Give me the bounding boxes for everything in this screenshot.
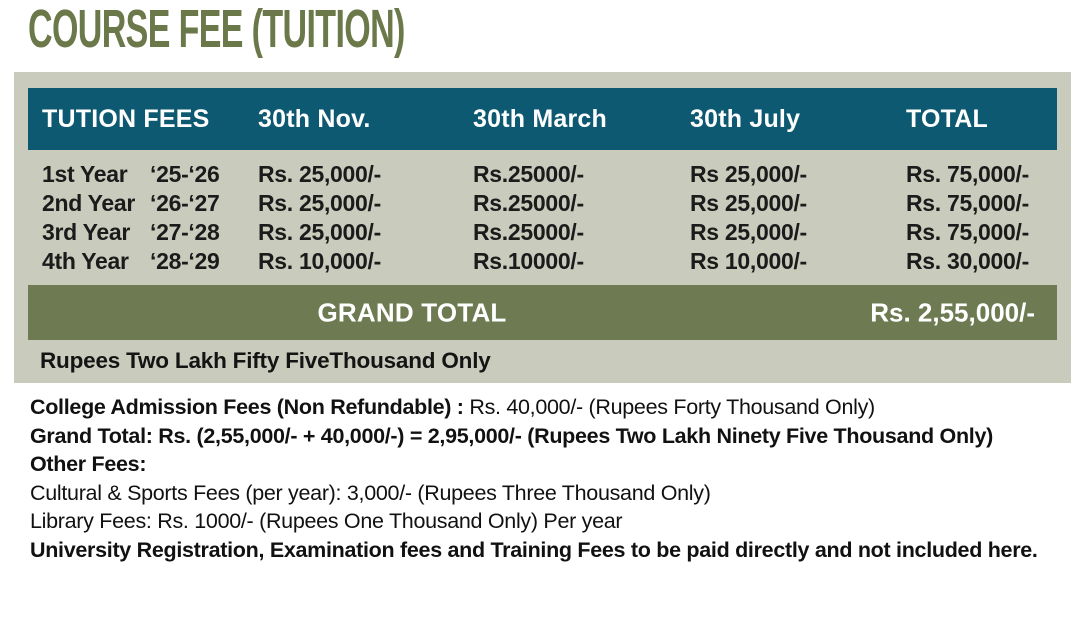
fee-july: Rs 25,000/- [690,219,807,245]
note-bold-text: Other Fees: [30,452,147,477]
year-cell [42,190,258,217]
note-admission-fee [30,393,1070,422]
fee-march: Rs.25000/- [473,219,584,245]
table-row-4th-year [28,247,1057,276]
year-range: ‘27-‘28 [150,219,220,245]
note-cultural-sports-fees [30,479,1070,508]
col-header-30th-july: 30th July [690,104,801,133]
fee-nov: Rs. 25,000/- [258,161,381,187]
fee-march: Rs.10000/- [473,248,584,274]
table-row-1st-year [28,160,1057,189]
fee-total: Rs. 75,000/- [906,219,1029,245]
note-other-fees-heading [30,450,1070,479]
note-regular-text: Rs. 40,000/- (Rupees Forty Thousand Only) [463,395,875,419]
fee-march: Rs.25000/- [473,161,584,187]
note-bold-text: Grand Total: Rs. (2,55,000/- + 40,000/-) = 2,95,000/- (Rupees Two Lakh Ninety Five Thousand Only) [30,423,993,448]
table-row-3rd-year [28,218,1057,247]
amount-in-words: Rupees Two Lakh Fifty FiveThousand Only [40,348,491,373]
note-bold-text: University Registration, Examination fees and Training Fees to be paid directly and not included here. [30,537,1038,562]
notes-section [30,393,1070,565]
year-label: 2nd Year [42,190,136,216]
fee-nov: Rs. 25,000/- [258,190,381,216]
fee-july: Rs 10,000/- [690,248,807,274]
fee-total: Rs. 75,000/- [906,190,1029,216]
note-grand-total [30,422,1070,451]
note-bold-text: College Admission Fees (Non Refundable) : [30,395,464,419]
fee-table-panel [14,72,1071,383]
year-cell [42,161,258,188]
fee-total: Rs. 75,000/- [906,161,1029,187]
year-range: ‘26-‘27 [150,190,220,216]
grand-total-label: GRAND TOTAL [317,297,507,327]
col-header-30th-nov: 30th Nov. [258,104,371,133]
fee-nov: Rs. 25,000/- [258,219,381,245]
note-regular-text: Library Fees: Rs. 1000/- (Rupees One Thousand Only) Per year [30,509,623,534]
table-header-row [28,88,1057,150]
grand-total-row [28,285,1057,340]
table-row-2nd-year [28,189,1057,218]
grand-total-value: Rs. 2,55,000/- [870,297,1035,327]
year-label: 3rd Year [42,219,130,245]
col-header-30th-march: 30th March [473,104,607,133]
table-body [28,150,1057,285]
note-university-fees [30,536,1070,565]
year-cell [42,248,258,275]
col-header-tuition-fees: TUTION FEES [42,104,210,133]
year-range: ‘28-‘29 [150,248,220,274]
note-library-fees [30,507,1070,536]
col-header-total: TOTAL [906,104,989,133]
year-label: 4th Year [42,248,129,274]
fee-july: Rs 25,000/- [690,161,807,187]
fee-nov: Rs. 10,000/- [258,248,381,274]
fee-july: Rs 25,000/- [690,190,807,216]
fee-total: Rs. 30,000/- [906,248,1029,274]
year-range: ‘25-‘26 [150,161,220,187]
note-regular-text: Cultural & Sports Fees (per year): 3,000/- (Rupees Three Thousand Only) [30,480,711,505]
year-label: 1st Year [42,161,128,187]
page-title: COURSE FEE (TUITION) [28,0,405,59]
year-cell [42,219,258,246]
fee-march: Rs.25000/- [473,190,584,216]
